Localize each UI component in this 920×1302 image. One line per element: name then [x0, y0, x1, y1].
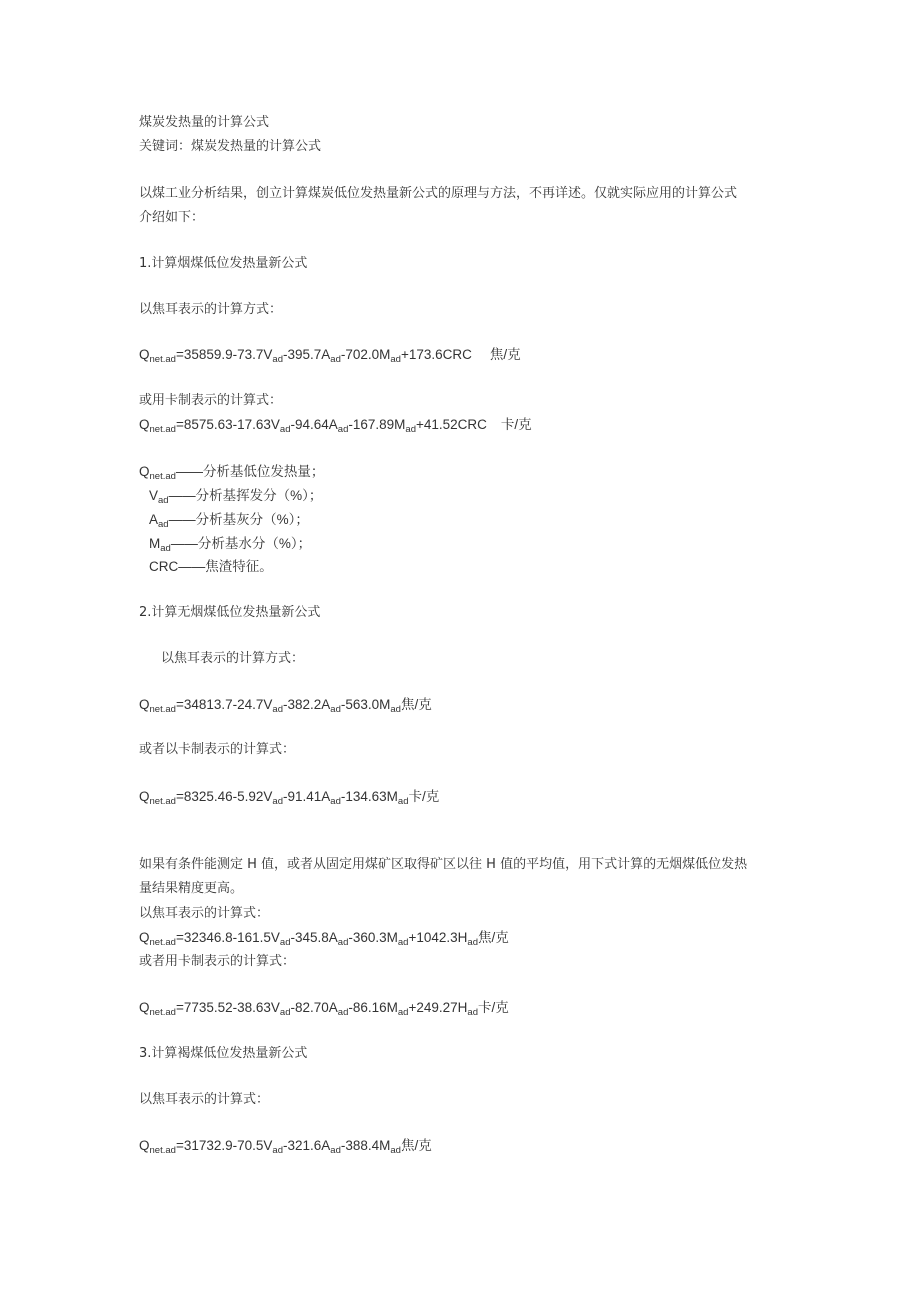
formula-subscript: ad — [390, 1145, 401, 1156]
formula-term: -563.0M — [340, 697, 391, 712]
formula-subscript: net.ad — [149, 424, 176, 435]
section1-cal-label: 或用卡制表示的计算式： — [139, 393, 283, 408]
section3-joule-formula — [139, 1138, 432, 1154]
formula-symbol: Q — [139, 1138, 150, 1153]
definition-text: ——分析基挥发分（%）； — [168, 488, 323, 503]
formula-symbol: Q — [139, 1000, 150, 1015]
formula-subscript: ad — [272, 1145, 283, 1156]
section1-joule-label: 以焦耳表示的计算方式： — [139, 302, 283, 317]
formula-subscript: ad — [279, 424, 291, 435]
definition-symbol: CRC — [149, 559, 179, 574]
formula-term: =31732.9-70.5V — [175, 1138, 273, 1153]
formula-subscript: ad — [279, 937, 291, 948]
formula-subscript: ad — [405, 424, 416, 435]
formula-term: -82.70A — [290, 1000, 338, 1015]
formula-term: +173.6CRC — [400, 347, 472, 362]
formula-subscript: ad — [467, 1007, 478, 1018]
definition-symbol: Q — [139, 464, 150, 479]
section2-heading: 2.计算无烟煤低位发热量新公式 — [139, 605, 321, 620]
formula-subscript: ad — [390, 704, 401, 715]
intro-line-2: 介绍如下： — [139, 210, 205, 225]
formula-term: =34813.7-24.7V — [175, 697, 273, 712]
definition-text: ——焦渣特征。 — [178, 559, 273, 574]
formula-term: -388.4M — [340, 1138, 391, 1153]
formula-subscript: ad — [330, 354, 341, 365]
formula-term: -702.0M — [340, 347, 391, 362]
section3-joule-label: 以焦耳表示的计算式： — [139, 1092, 270, 1107]
section2-cal-formula — [139, 789, 439, 805]
formula-subscript: net.ad — [149, 1007, 176, 1018]
formula-subscript: net.ad — [149, 796, 176, 807]
formula-term: -345.8A — [290, 930, 338, 945]
formula-unit: 焦/克 — [400, 697, 432, 712]
formula-term: -382.2A — [282, 697, 331, 712]
formula-term: -395.7A — [282, 347, 331, 362]
formula-symbol: Q — [139, 697, 150, 712]
formula-term: +1042.3H — [408, 930, 468, 945]
h-joule-formula — [139, 930, 509, 946]
formula-term: =7735.52-38.63V — [175, 1000, 280, 1015]
keywords-line: 关键词：煤炭发热量的计算公式 — [139, 139, 322, 154]
formula-subscript: ad — [279, 1007, 291, 1018]
formula-subscript: ad — [390, 354, 401, 365]
formula-subscript: ad — [272, 704, 283, 715]
definition-subscript: net.ad — [149, 471, 176, 482]
section1-joule-formula — [139, 347, 521, 363]
formula-unit: 焦/克 — [489, 347, 521, 362]
formula-term: +249.27H — [408, 1000, 468, 1015]
section1-heading: 1.计算烟煤低位发热量新公式 — [139, 256, 308, 271]
definition-m — [149, 536, 311, 552]
definition-crc — [149, 559, 273, 575]
definition-text: ——分析基水分（%）； — [170, 536, 312, 551]
formula-unit: 卡/克 — [408, 789, 440, 804]
formula-term: +41.52CRC — [415, 417, 487, 432]
formula-subscript: ad — [330, 1145, 341, 1156]
formula-term: -321.6A — [282, 1138, 331, 1153]
definition-subscript: ad — [158, 495, 169, 506]
formula-term: -86.16M — [348, 1000, 398, 1015]
h-note-line-2: 量结果精度更高。 — [139, 881, 244, 896]
formula-subscript: ad — [397, 937, 409, 948]
formula-symbol: Q — [139, 417, 150, 432]
formula-unit: 焦/克 — [400, 1138, 432, 1153]
formula-term: =35859.9-73.7V — [175, 347, 273, 362]
formula-subscript: net.ad — [149, 354, 176, 365]
definition-text: ——分析基灰分（%）； — [168, 512, 309, 527]
formula-subscript: ad — [397, 796, 409, 807]
formula-subscript: ad — [337, 1007, 349, 1018]
formula-term: -360.3M — [348, 930, 398, 945]
definition-a — [149, 512, 309, 528]
document-title: 煤炭发热量的计算公式 — [139, 115, 270, 130]
formula-term: -134.63M — [340, 789, 398, 804]
section2-cal-label: 或者以卡制表示的计算式： — [139, 742, 296, 757]
definition-symbol: A — [149, 512, 159, 527]
formula-term: -167.89M — [348, 417, 406, 432]
formula-subscript: ad — [397, 1007, 409, 1018]
section2-joule-label: 以焦耳表示的计算方式： — [161, 651, 305, 666]
intro-line-1: 以煤工业分析结果，创立计算煤炭低位发热量新公式的原理与方法，不再详述。仅就实际应用的计算公式 — [139, 186, 738, 201]
formula-term: -94.64A — [290, 417, 338, 432]
formula-subscript: ad — [330, 796, 341, 807]
definition-v — [149, 488, 322, 504]
h-joule-label: 以焦耳表示的计算式： — [139, 906, 270, 921]
formula-subscript: net.ad — [149, 704, 176, 715]
section1-cal-formula — [139, 417, 532, 433]
formula-symbol: Q — [139, 930, 150, 945]
definition-q — [139, 464, 324, 480]
formula-symbol: Q — [139, 347, 150, 362]
h-note-line-1: 如果有条件能测定 H 值，或者从固定用煤矿区取得矿区以往 H 值的平均值，用下式计算的无烟煤低位发热 — [139, 857, 748, 872]
definition-text: ——分析基低位发热量； — [175, 464, 325, 479]
formula-unit: 卡/克 — [477, 1000, 509, 1015]
formula-subscript: net.ad — [149, 1145, 176, 1156]
formula-term: =8575.63-17.63V — [175, 417, 280, 432]
definition-symbol: M — [149, 536, 161, 551]
formula-subscript: ad — [272, 354, 283, 365]
formula-subscript: ad — [337, 424, 349, 435]
formula-subscript: net.ad — [149, 937, 176, 948]
section3-heading: 3.计算褐煤低位发热量新公式 — [139, 1046, 308, 1061]
h-cal-formula — [139, 1000, 509, 1016]
formula-symbol: Q — [139, 789, 150, 804]
formula-unit: 焦/克 — [477, 930, 509, 945]
section2-joule-formula — [139, 697, 432, 713]
formula-term: =32346.8-161.5V — [175, 930, 280, 945]
formula-subscript: ad — [467, 937, 478, 948]
formula-term: =8325.46-5.92V — [175, 789, 273, 804]
formula-unit: 卡/克 — [500, 417, 532, 432]
formula-subscript: ad — [330, 704, 341, 715]
h-cal-label: 或者用卡制表示的计算式： — [139, 954, 296, 969]
formula-subscript: ad — [272, 796, 283, 807]
definition-symbol: V — [149, 488, 159, 503]
definition-subscript: ad — [158, 519, 169, 530]
definition-subscript: ad — [160, 543, 171, 554]
formula-subscript: ad — [337, 937, 349, 948]
formula-term: -91.41A — [282, 789, 331, 804]
